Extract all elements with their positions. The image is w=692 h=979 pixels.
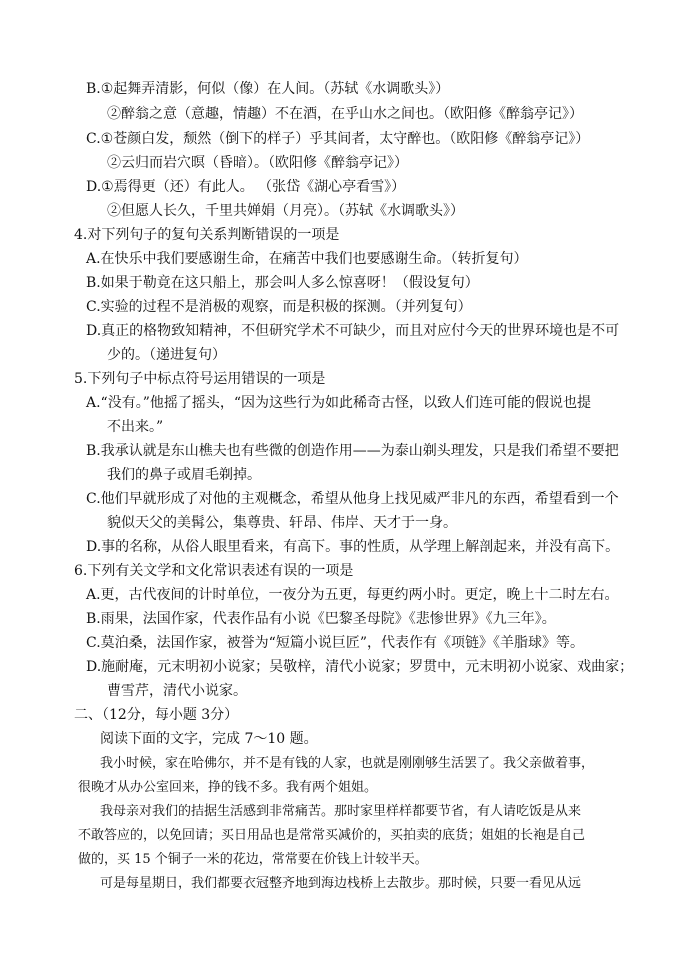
question-5: 5.下列句子中标点符号运用错误的一项是 bbox=[74, 371, 326, 387]
q6-option-d: D.施耐庵，元末明初小说家；吴敬梓，清代小说家；罗贯中，元末明初小说家、戏曲家； bbox=[86, 659, 634, 675]
reading-instruction: 阅读下面的文字，完成 7～10 题。 bbox=[100, 731, 318, 747]
passage-p1-line2: 很晚才从办公室回来，挣的钱不多。我有两个姐姐。 bbox=[78, 780, 378, 795]
passage-p2-line2: 不敢答应的，以免回请；买日用品也是常常买减价的，买拍卖的底货；姐姐的长袍是自己 bbox=[78, 828, 586, 843]
option-c-1: C.①苍颜白发，颓然（倒下的样子）乎其间者，太守醉也。（欧阳修《醉翁亭记》） bbox=[86, 131, 590, 147]
option-d-1: D.①焉得更（还）有此人。 （张岱《湖心亭看雪》） bbox=[86, 179, 406, 195]
option-c-2: ②云归而岩穴暝（昏暗）。（欧阳修《醉翁亭记》） bbox=[107, 155, 408, 171]
q6-option-d-cont: 曹雪芹，清代小说家。 bbox=[107, 683, 247, 699]
q6-option-b: B.雨果，法国作家，代表作品有小说《巴黎圣母院》《悲惨世界》《九三年》。 bbox=[86, 611, 556, 627]
q5-option-a: A.“没有。”他摇了摇头，“因为这些行为如此稀奇古怪，以致人们连可能的假说也提 bbox=[86, 395, 592, 411]
q5-option-b-cont: 我们的鼻子或眉毛剃掉。 bbox=[107, 467, 261, 483]
passage-p1-line1: 我小时候，家在哈佛尔，并不是有钱的人家，也就是刚刚够生活罢了。我父亲做着事， bbox=[100, 756, 595, 771]
q6-option-c: C.莫泊桑，法国作家，被誉为“短篇小说巨匠”，代表作有《项链》《羊脂球》等。 bbox=[86, 635, 584, 651]
q4-option-d-cont: 少的。（递进复句） bbox=[107, 347, 226, 363]
q4-option-c: C.实验的过程不是消极的观察，而是积极的探测。（并列复句） bbox=[86, 299, 472, 315]
q4-option-a: A.在快乐中我们要感谢生命，在痛苦中我们也要感谢生命。（转折复句） bbox=[86, 251, 528, 267]
q4-option-d: D.真正的格物致知精神，不但研究学术不可缺少，而且对应付今天的世界环境也是不可 bbox=[86, 323, 620, 339]
q6-option-a: A.更，古代夜间的计时单位，一夜分为五更，每更约两小时。更定，晚上十二时左右。 bbox=[86, 587, 619, 603]
question-4: 4.对下列句子的复句关系判断错误的一项是 bbox=[74, 227, 340, 243]
q5-option-b: B.我承认就是东山樵夫也有些微的创造作用——为泰山剃头理发，只是我们希望不要把 bbox=[86, 443, 619, 459]
q4-option-b: B.如果于勒竟在这只船上，那会叫人多么惊喜呀！（假设复句） bbox=[86, 275, 479, 291]
q5-option-d: D.事的名称，从俗人眼里看来，有高下。事的性质，从学理上解剖起来，并没有高下。 bbox=[86, 539, 620, 555]
q5-option-c-cont: 貌似天父的美髯公，集尊贵、轩昂、伟岸、天才于一身。 bbox=[107, 515, 457, 531]
section-2-heading: 二、（12分，每小题 3分） bbox=[74, 707, 239, 723]
q5-option-c: C.他们早就形成了对他的主观概念，希望从他身上找见威严非凡的东西，希望看到一个 bbox=[86, 491, 619, 507]
passage-p3-line1: 可是每星期日，我们都要衣冠整齐地到海边栈桥上去散步。那时候，只要一看见从远 bbox=[100, 876, 582, 891]
option-b-2: ②醉翁之意（意趣，情趣）不在酒，在乎山水之间也。（欧阳修《醉翁亭记》） bbox=[107, 106, 583, 122]
question-6: 6.下列有关文学和文化常识表述有误的一项是 bbox=[74, 563, 354, 579]
passage-p2-line3: 做的，买 15 个铜子一米的花边，常常要在价钱上计较半天。 bbox=[78, 852, 428, 867]
q5-option-a-cont: 不出来。” bbox=[107, 419, 164, 435]
option-d-2: ②但愿人长久，千里共婵娟（月亮）。（苏轼《水调歌头》） bbox=[107, 203, 464, 219]
passage-p2-line1: 我母亲对我们的拮据生活感到非常痛苦。那时家里样样都要节省，有人请吃饭是从来 bbox=[100, 804, 582, 819]
option-b-1: B.①起舞弄清影，何似（像）在人间。（苏轼《水调歌头》） bbox=[86, 81, 450, 97]
